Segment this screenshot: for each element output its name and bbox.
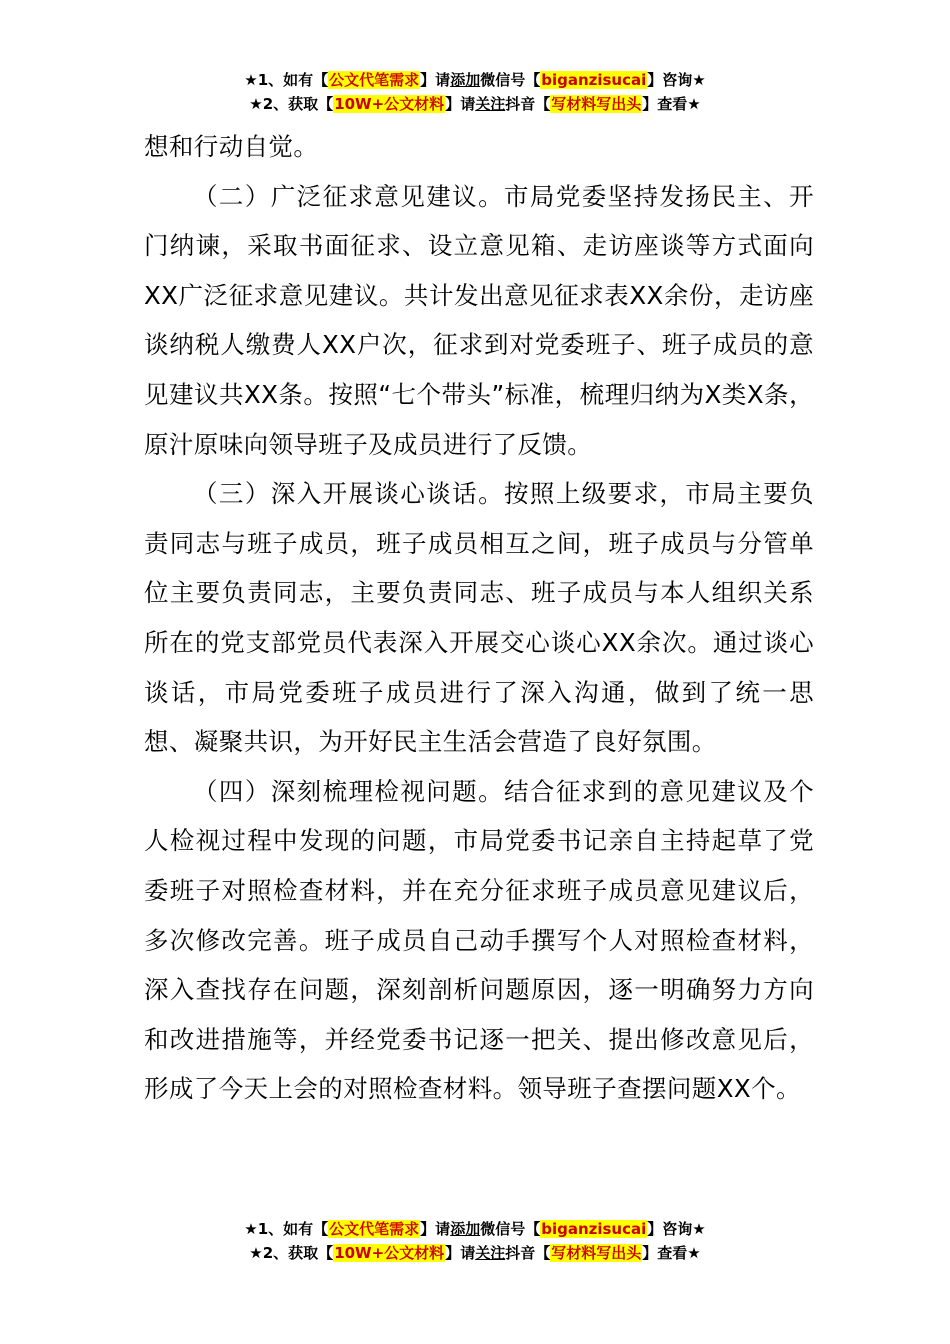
paragraph-section-2: （二）广泛征求意见建议。市局党委坚持发扬民主、开门纳谏，采取书面征求、设立意见箱、走访座谈等方式面向XX广泛征求意见建议。共计发出意见征求表XX余份，走访座谈纳税人缴费人XX户次，征求到对党委班子、班子成员的意见建议共XX条。按照“七个带头”标准，梳理归纳为X类X条，原汁原味向领导班子及成员进行了反馈。 [144, 181, 814, 459]
footer-banner [0, 1217, 950, 1265]
banner-highlight: 公文代笔需求 [329, 71, 420, 89]
banner-douyin-name: 写材料写出头 [551, 95, 642, 113]
paragraph-section-4: （四）深刻梳理检视问题。结合征求到的意见建议及个人检视过程中发现的问题，市局党委书记亲自主持起草了党委班子对照检查材料，并在充分征求班子成员意见建议后，多次修改完善。班子成员自己动手撰写个人对照检查材料，深入查找存在问题，深刻剖析问题原因，逐一明确努力方向和改进措施等，并经党委书记逐一把关、提出修改意见后，形成了今天上会的对照检查材料。领导班子查摆问题XX个。 [144, 776, 814, 1104]
document-body [144, 122, 814, 1114]
paragraph-section-3: （三）深入开展谈心谈话。按照上级要求，市局主要负责同志与班子成员，班子成员相互之间，班子成员与分管单位主要负责同志，主要负责同志、班子成员与本人组织关系所在的党支部党员代表深入开展交心谈心XX余次。通过谈心谈话，市局党委班子成员进行了深入沟通，做到了统一思想、凝聚共识，为开好民主生活会营造了良好氛围。 [144, 479, 814, 757]
paragraph-continuation: 想和行动自觉。 [144, 132, 319, 161]
banner-line-2: ★2、获取【10W+公文材料】请关注抖音【写材料写出头】查看★ [249, 1244, 701, 1262]
banner-douyin-name: 写材料写出头 [551, 1244, 642, 1262]
banner-line-2: ★2、获取【10W+公文材料】请关注抖音【写材料写出头】查看★ [249, 95, 701, 113]
banner-highlight: 公文代笔需求 [329, 1220, 420, 1238]
banner-line-1: ★1、如有【公文代笔需求】请添加微信号【biganzisucai】咨询★ [244, 71, 706, 89]
header-banner [0, 68, 950, 116]
banner-wechat-id: biganzisucai [541, 1220, 647, 1238]
banner-highlight: 10W+公文材料 [334, 95, 445, 113]
banner-line-1: ★1、如有【公文代笔需求】请添加微信号【biganzisucai】咨询★ [244, 1220, 706, 1238]
banner-highlight: 10W+公文材料 [334, 1244, 445, 1262]
banner-wechat-id: biganzisucai [541, 71, 647, 89]
